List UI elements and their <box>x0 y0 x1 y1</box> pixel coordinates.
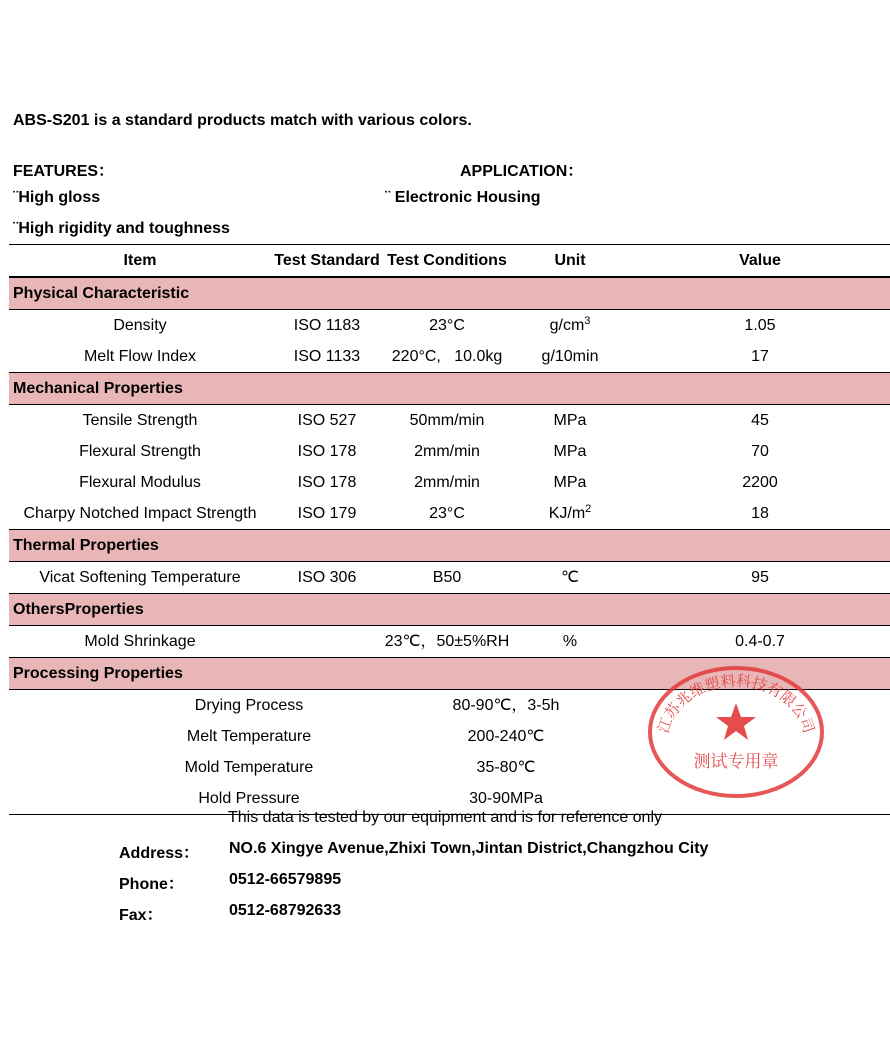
feature-item: ¨High rigidity and toughness <box>13 220 230 237</box>
header-test-conditions: Test Conditions <box>387 252 507 269</box>
unit-base: KJ/m <box>548 505 586 522</box>
section-mechanical <box>9 372 890 405</box>
disclaimer-note: This data is tested by our equipment and is for reference only <box>227 809 663 826</box>
section-title: OthersProperties <box>13 601 144 618</box>
cell-item: Flexural Strength <box>79 443 201 460</box>
cell-conditions: 23℃，50±5%RH <box>384 633 510 650</box>
phone-label: Phone： <box>119 876 184 893</box>
seal-star-icon <box>716 703 756 740</box>
cell-value: 80-90℃，3-5h <box>452 697 560 714</box>
table-row <box>9 341 890 372</box>
cell-value: 35-80℃ <box>476 759 536 776</box>
cell-item: Mold Shrinkage <box>84 633 196 650</box>
header-unit: Unit <box>554 252 586 269</box>
cell-value: 18 <box>751 505 769 522</box>
cell-value: 2200 <box>742 474 778 491</box>
cell-unit: g/10min <box>541 348 599 365</box>
cell-standard: ISO 1183 <box>293 317 361 334</box>
cell-item: Charpy Notched Impact Strength <box>23 505 257 522</box>
cell-conditions: 23°C <box>429 317 465 334</box>
seal-center-text: 测试专用章 <box>693 752 779 772</box>
header-item: Item <box>123 252 157 269</box>
cell-unit <box>549 498 592 529</box>
header-value: Value <box>739 252 781 269</box>
unit-base: g/cm <box>549 317 585 334</box>
cell-item: Tensile Strength <box>82 412 198 429</box>
application-item: ¨ Electronic Housing <box>385 189 541 206</box>
phone-value: 0512-66579895 <box>229 871 342 888</box>
cell-value: 200-240℃ <box>467 728 545 745</box>
section-title: Physical Characteristic <box>13 285 190 302</box>
cell-item: Density <box>113 317 167 334</box>
cell-value: 70 <box>751 443 769 460</box>
section-physical <box>9 277 890 310</box>
table-row <box>9 498 890 529</box>
header-test-standard: Test Standard <box>274 252 380 269</box>
cell-item: Melt Temperature <box>186 728 312 745</box>
cell-unit: MPa <box>553 474 587 491</box>
unit-superscript: 2 <box>585 503 592 515</box>
application-label: APPLICATION： <box>460 163 584 180</box>
table-row <box>9 562 890 593</box>
address-label: Address： <box>119 845 200 862</box>
fax-value: 0512-68792633 <box>229 902 342 919</box>
cell-standard: ISO 306 <box>297 569 357 586</box>
cell-standard: ISO 1133 <box>293 348 361 365</box>
section-title: Mechanical Properties <box>13 380 183 397</box>
cell-conditions: 50mm/min <box>409 412 485 429</box>
cell-item: Flexural Modulus <box>79 474 201 491</box>
cell-conditions: B50 <box>432 569 462 586</box>
cell-unit: MPa <box>553 443 587 460</box>
section-title: Processing Properties <box>13 665 183 682</box>
cell-item: Drying Process <box>194 697 304 714</box>
cell-conditions: 23°C <box>429 505 465 522</box>
cell-conditions: 2mm/min <box>414 474 480 491</box>
table-row <box>9 626 890 657</box>
seal-ring-text: 江苏兆维塑料科技有限公司 <box>654 671 818 736</box>
cell-value: 30-90MPa <box>469 790 543 807</box>
table-row <box>9 467 890 498</box>
cell-value: 0.4-0.7 <box>735 633 785 650</box>
section-thermal <box>9 529 890 562</box>
cell-conditions: 2mm/min <box>414 443 480 460</box>
cell-standard: ISO 178 <box>297 443 357 460</box>
cell-item: Melt Flow Index <box>83 348 197 365</box>
product-intro: ABS-S201 is a standard products match with various colors. <box>13 112 472 129</box>
cell-value: 17 <box>751 348 769 365</box>
table-row <box>9 310 890 341</box>
cell-value: 1.05 <box>744 317 776 334</box>
cell-value: 45 <box>751 412 769 429</box>
cell-standard: ISO 178 <box>297 474 357 491</box>
address-value: NO.6 Xingye Avenue,Zhixi Town,Jintan District,Changzhou City <box>229 840 709 857</box>
table-row <box>9 436 890 467</box>
cell-conditions: 220°C, 10.0kg <box>391 348 503 365</box>
cell-item: Hold Pressure <box>198 790 300 807</box>
features-label: FEATURES： <box>13 163 115 180</box>
cell-item: Vicat Softening Temperature <box>39 569 241 586</box>
fax-label: Fax： <box>119 907 163 924</box>
cell-unit: % <box>562 633 578 650</box>
cell-item: Mold Temperature <box>184 759 314 776</box>
feature-item: ¨High gloss <box>13 189 101 206</box>
table-row <box>9 405 890 436</box>
unit-superscript: 3 <box>584 315 591 327</box>
section-others <box>9 593 890 626</box>
cell-unit: MPa <box>553 412 587 429</box>
cell-standard: ISO 527 <box>297 412 357 429</box>
cell-unit <box>550 310 591 341</box>
table-header <box>9 244 890 277</box>
section-title: Thermal Properties <box>13 537 159 554</box>
cell-value: 95 <box>751 569 769 586</box>
company-seal <box>645 663 827 801</box>
cell-standard: ISO 179 <box>297 505 357 522</box>
cell-unit: ℃ <box>561 569 579 586</box>
